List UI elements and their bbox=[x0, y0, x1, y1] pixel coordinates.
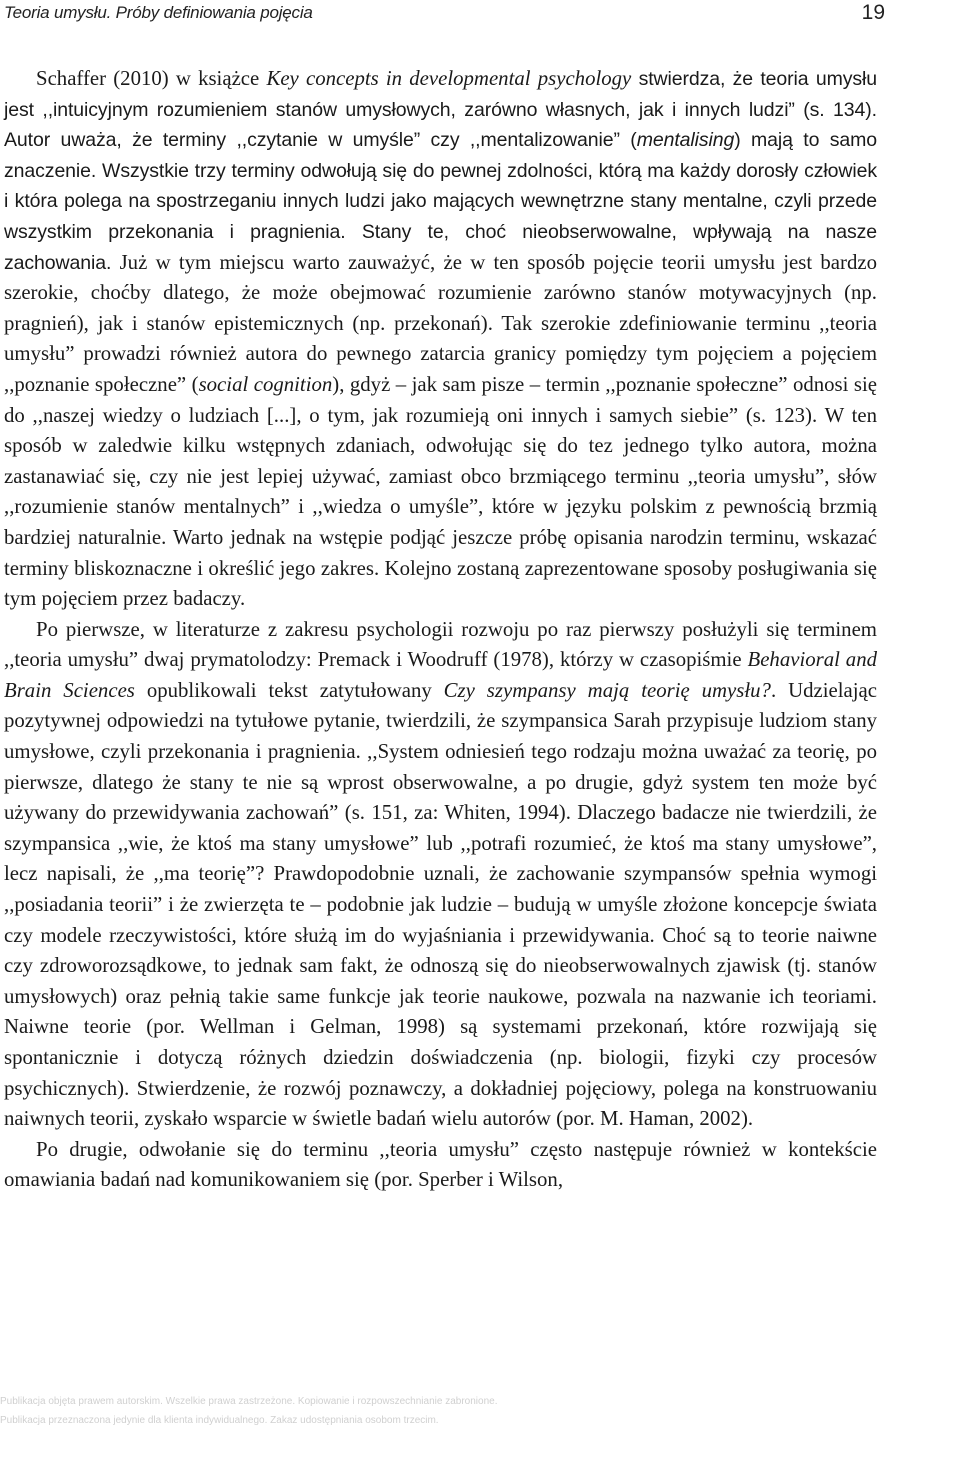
text-run: opublikowali tekst zatytułowany bbox=[134, 678, 444, 702]
text-run: . Udzielając pozytywnej odpowiedzi na tytułowe pytanie, twierdzili, że szympansica Sarah przypisuje ludziom stany umysłowe, czyli przekonania i pragnienia. ,,System odniesień tego rodzaju można uważać za teorię, po pierwsze, dlatego że stany te nie są wprost obserwowalne, a po drugie, gdyż system ten może być używany do przewidywania zachowań” (s. 151, za: Whiten, 1994). Dlaczego badacze nie twierdzili, że szympansica ,,wie, że ktoś ma stany umysłowe” lub ,,potrafi rozumieć, że ktoś ma stany umysłowe”, lecz napisali, że ,,ma teorię”? Prawdopodobnie uznali, że zachowanie szympansów spełnia wymogi ,,posiadania teorii” i że zwierzęta te – podobnie jak ludzie – budują w umyśle złożone koncepcje świata czy modele rzeczywistości, które służą im do wyjaśniania i przewidywania. Choć są to teorie naiwne czy zdroworozsądkowe, to jednak sam fakt, że odnoszą się do nieobserwowalnych zjawisk (tj. stanów umysłowych) oraz pełnią takie same funkcje jak teorie naukowe, pozwala na nazwanie ich teoriami. Naiwne teorie (por. Wellman i Gelman, 1998) są systemami przekonań, które rozwijają się spontanicznie i dotyczą różnych dziedzin doświadczenia (np. biologii, fizyki czy procesów psychicznych). Stwierdzenie, że rozwój poznawczy, a dokładniej pojęciowy, polega na konstruowaniu naiwnych teorii, zyskało wsparcie w świetle badań wielu autorów (por. M. Haman, 2002). bbox=[4, 678, 877, 1131]
text-run: Po drugie, odwołanie się do terminu ,,teoria umysłu” często następuje również w kontekście omawiania badań nad komunikowaniem się (por. Sperber i Wilson, bbox=[4, 1137, 877, 1192]
text-run: social cognition bbox=[198, 372, 333, 396]
text-run: Po pierwsze, w literaturze z zakresu psychologii rozwoju po raz pierwszy posłużyli się terminem ,,teoria umysłu” dwaj prymatolodzy: Premack i Woodruff (1978), którzy w czasopiśmie bbox=[4, 617, 877, 672]
running-header bbox=[0, 0, 885, 30]
text-run: Czy szympansy mają teorię umysłu? bbox=[443, 678, 771, 702]
watermark-line: Publikacja przeznaczona jedynie dla klienta indywidualnego. Zakaz udostępniania osobom trzecim. bbox=[0, 1415, 439, 1426]
copyright-watermark bbox=[0, 1392, 700, 1430]
text-run: Już w tym miejscu warto zauważyć, że w ten sposób pojęcie teorii umysłu jest bardzo szerokie, choćby dlatego, że może obejmować rozumienie zarówno stanów motywacyjnych (np. pragnień), jak i stanów epistemicznych (np. przekonań). Tak szerokie zdefiniowanie terminu ,,teoria umysłu” prowadzi również autora do pewnego zatarcia granicy pomiędzy tym pojęciem a pojęciem ,,poznanie społeczne” ( bbox=[4, 250, 877, 396]
text-run: ), gdyż – jak sam pisze – termin ,,poznanie społeczne” odnosi się do ,,naszej wiedzy o ludziach [...], o tym, jak rozumieją oni innych i samych siebie” (s. 123). W ten sposób w zaledwie kilku wstępnych zdaniach, odwołując się do tez jednego tylko autora, można zastanawiać się, czy nie jest lepiej używać, zamiast obco brzmiącego terminu ,,teoria umysłu”, słów ,,rozumienie stanów mentalnych” i ,,wiedza o umyśle”, które w języku polskim z pewnością brzmią bardziej naturalnie. Warto jednak na wstępie podjąć jeszcze próbę opisania narodzin terminu, wskazać terminy bliskoznaczne i określić jego zakres. Kolejno zostaną zaprezentowane sposoby posługiwania się tym pojęciem przez badaczy. bbox=[4, 372, 878, 611]
watermark-line: Publikacja objęta prawem autorskim. Wszelkie prawa zastrzeżone. Kopiowanie i rozpowszechnianie zabronione. bbox=[0, 1396, 498, 1407]
body-text bbox=[4, 64, 877, 1196]
paragraph bbox=[4, 1135, 877, 1196]
running-title: Teoria umysłu. Próby definiowania pojęcia bbox=[4, 3, 313, 22]
text-run: mentalising bbox=[636, 129, 735, 152]
text-run: ) mają to samo znaczenie. Wszystkie trzy terminy odwołują się do pewnej zdolności, którą ma każdy dorosły człowiek i która polega na spostrzeganiu innych ludzi jako mających wewnętrzne stany mentalne, czyli przede wszystkim przekonania i pragnienia. Stany te, choć nieobserwowalne, wpływają na nasze zachowania. bbox=[4, 129, 877, 274]
text-run: Behavioral and Brain Sciences bbox=[4, 648, 877, 702]
paragraph bbox=[4, 615, 877, 1135]
text-run: Schaffer (2010) w książce bbox=[36, 67, 267, 90]
paragraph bbox=[4, 64, 877, 615]
text-run: stwierdza, że teoria umysłu jest ,,intuicyjnym rozumieniem stanów umysłowych, zarówno własnych, jak i innych ludzi” (s. 134). Autor uważa, że terminy ,,czytanie w umyśle” czy ,,mentalizowanie” ( bbox=[4, 68, 878, 152]
page-number: 19 bbox=[861, 1, 885, 24]
text-run: Key concepts in developmental psychology bbox=[266, 67, 632, 90]
